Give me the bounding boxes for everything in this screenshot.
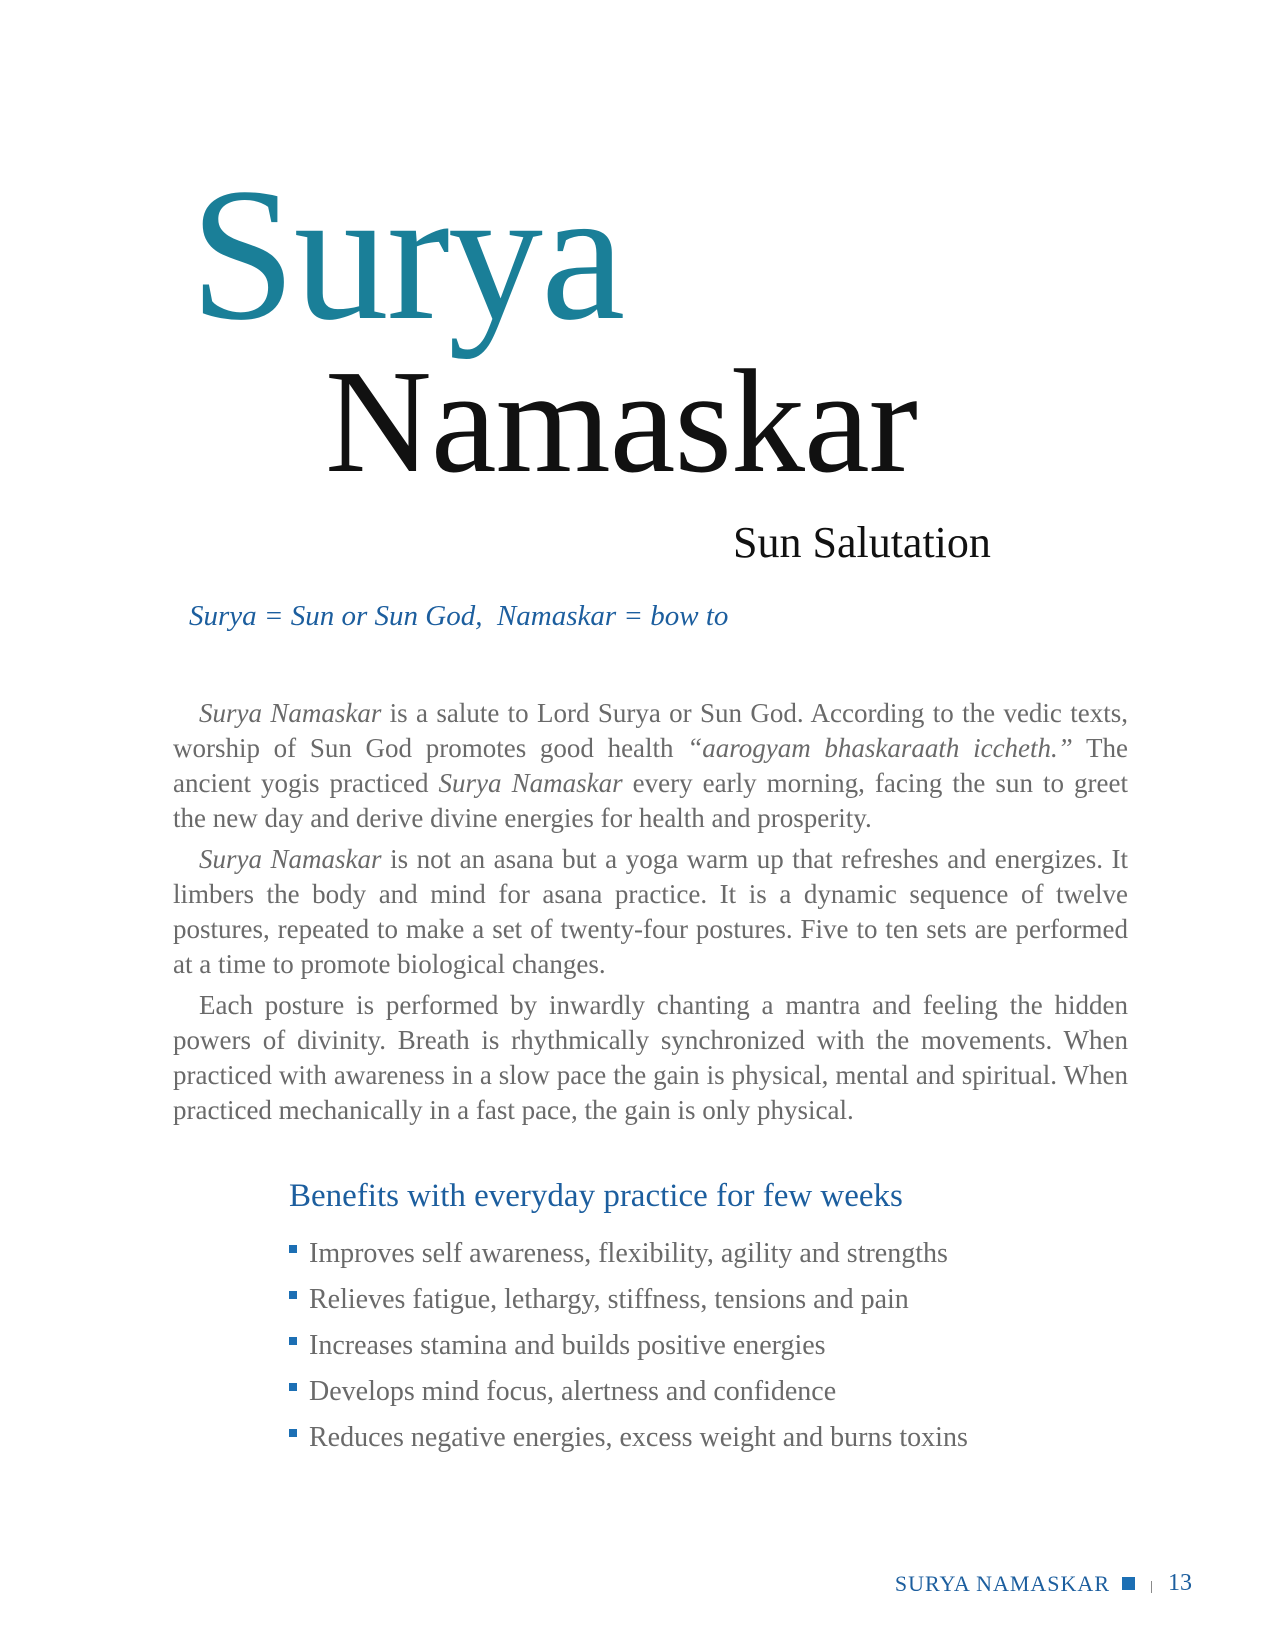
footer-label: SURYA NAMASKAR <box>894 1570 1110 1596</box>
square-bullet-icon <box>289 1383 297 1391</box>
paragraph-1-quote: “aarogyam bhaskaraath iccheth.” <box>687 733 1073 763</box>
benefits-heading: Benefits with everyday practice for few weeks <box>289 1178 903 1214</box>
benefits-section <box>289 1178 1049 1461</box>
square-icon <box>1122 1577 1135 1590</box>
list-item <box>289 1277 1049 1323</box>
page-subtitle: Sun Salutation <box>733 518 991 567</box>
paragraph-1 <box>173 696 1128 836</box>
page-number: 13 <box>1168 1570 1192 1596</box>
paragraph-1-emphasis: Surya Namaskar <box>199 698 382 728</box>
benefit-text: Develops mind focus, alertness and confidence <box>309 1376 837 1407</box>
list-item <box>289 1323 1049 1369</box>
paragraph-3 <box>173 988 1128 1128</box>
square-bullet-icon <box>289 1291 297 1299</box>
benefit-text: Relieves fatigue, lethargy, stiffness, tensions and pain <box>309 1284 909 1315</box>
square-bullet-icon <box>289 1429 297 1437</box>
benefit-text: Improves self awareness, flexibility, agility and strengths <box>309 1238 948 1269</box>
word-meaning: Surya = Sun or Sun God, Namaskar = bow to <box>189 600 729 632</box>
list-item <box>289 1415 1049 1461</box>
square-bullet-icon <box>289 1337 297 1345</box>
footer-divider <box>1151 1581 1152 1593</box>
square-bullet-icon <box>289 1245 297 1253</box>
benefit-text: Reduces negative energies, excess weight and burns toxins <box>309 1422 968 1453</box>
paragraph-2-emphasis: Surya Namaskar <box>199 844 382 874</box>
paragraph-1-text-2: The ancient yogis practiced <box>173 733 1128 798</box>
page-footer <box>895 1570 1192 1597</box>
list-item <box>289 1369 1049 1415</box>
paragraph-3-text: Each posture is performed by inwardly chanting a mantra and feeling the hidden powers of divinity. Breath is rhythmically synchronized with the movements. When practiced with awareness in a slow pace the gain is physical, mental and spiritual. When practiced mechanically in a fast pace, the gain is only physical. <box>173 990 1128 1125</box>
paragraph-1-text-3: every early morning, facing the sun to greet the new day and derive divine energies for health and prosperity. <box>173 768 1128 833</box>
paragraph-2 <box>173 842 1128 982</box>
list-item <box>289 1231 1049 1277</box>
benefits-list <box>289 1231 1049 1461</box>
paragraph-2-text: is not an asana but a yoga warm up that refreshes and energizes. It limbers the body and mind for asana practice. It is a dynamic sequence of twelve postures, repeated to make a set of twenty-four postures. Five to ten sets are performed at a time to promote biological changes. <box>173 844 1128 979</box>
benefit-text: Increases stamina and builds positive energies <box>309 1330 826 1361</box>
body-text <box>173 696 1128 1134</box>
paragraph-1-text: is a salute to Lord Surya or Sun God. According to the vedic texts, worship of Sun God promotes good health <box>173 698 1128 763</box>
title-surya: Surya <box>190 150 624 360</box>
paragraph-1-emphasis-2: Surya Namaskar <box>438 768 623 798</box>
title-namaskar: Namaskar <box>325 340 917 504</box>
